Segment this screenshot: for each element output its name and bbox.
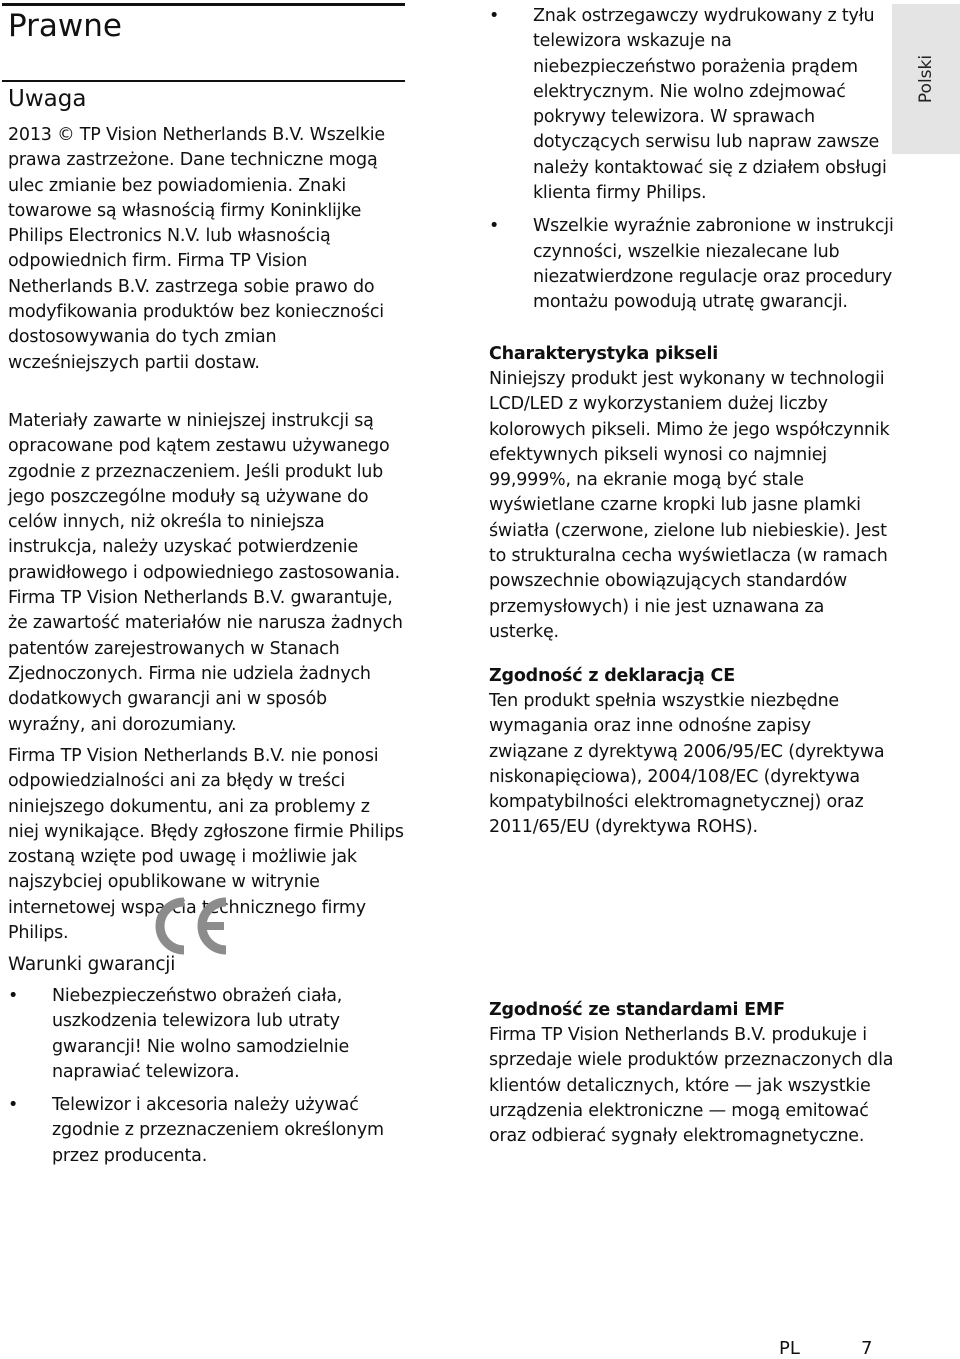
notice-paragraph-1: 2013 © TP Vision Netherlands B.V. Wszelkie prawa zastrzeżone. Dane techniczne mogą ulec zmianie bez powiadomienia. Znaki towarowe są własnością firmy Koninklijke Philips Electronics N.V. lub własnością odpowiednich firm. Firma TP Vision Netherlands B.V. zastrzega sobie prawo do modyfikowania produktów bez konieczności dostosowywania do tych zmian wcześniejszych partii dostaw. [8,125,386,373]
warranty-list-continued [489,4,894,316]
page-title: Prawne [8,8,122,44]
warranty-title: Warunki gwarancji [8,954,176,975]
emf-section [489,998,894,1149]
warranty-item: • Wszelkie wyraźnie zabronione w instrukcji czynności, wszelkie niezalecane lub niezatwierdzone regulacje oraz procedury montażu powodują utratę gwarancji. [489,214,894,315]
notice-title: Uwaga [8,86,87,112]
notice-paragraph-3: Firma TP Vision Netherlands B.V. nie ponosi odpowiedzialności ani za błędy w treści niniejszego dokumentu, ani za problemy z niej wynikające. Błędy zgłoszone firmie Philips zostaną wzięte pod uwagę i możliwie jak najszybciej opublikowane w witrynie internetowej wsparcia technicznego firmy Philips. [8,746,404,944]
ce-mark-icon [150,893,230,959]
ce-body: Ten produkt spełnia wszystkie niezbędne wymagania oraz inne odnośne zapisy związane z dyrektywą 2006/95/EC (dyrektywa niskonapięciowa), 2004/108/EC (dyrektywa kompatybilności elektromagnetycznej) oraz 2011/65/EU (dyrektywa ROHS). [489,691,885,838]
section-rule [2,80,405,82]
warranty-item: • Telewizor i akcesoria należy używać zgodnie z przeznaczeniem określonym przez producenta. [8,1093,404,1169]
footer-language: PL [779,1338,800,1359]
warranty-section [8,952,404,1169]
language-tab [892,4,960,154]
ce-title: Zgodność z deklaracją CE [489,666,735,686]
notice-paragraph-2: Materiały zawarte w niniejszej instrukcji są opracowane pod kątem zestawu używanego zgodnie z przeznaczeniem. Jeśli produkt lub jego poszczególne moduły są używane do celów innych, niż określa to niniejsza instrukcja, należy uzyskać potwierdzenie prawidłowego i odpowiedniego zastosowania. Firma TP Vision Netherlands B.V. gwarantuje, że zawartość materiałów nie narusza żadnych patentów zarejestrowanych w Stanach Zjednoczonych. Firma nie udziela żadnych dodatkowych gwarancji ani w sposób wyraźny, ani dorozumiany. [8,411,403,735]
emf-body: Firma TP Vision Netherlands B.V. produkuje i sprzedaje wiele produktów przeznaczonych dla klientów detalicznych, które — jak wszystkie urządzenia elektroniczne — mogą emitować oraz odbierać sygnały elektromagnetyczne. [489,1025,894,1147]
pixels-body: Niniejszy produkt jest wykonany w technologii LCD/LED z wykorzystaniem dużej liczby kolorowych pikseli. Mimo że jego współczynnik efektywnych pikseli wynosi co najmniej 99,999%, na ekranie mogą być stale wyświetlane czarne kropki lub jasne plamki światła (czerwone, zielone lub niebieskie). Jest to strukturalna cecha wyświetlacza (w ramach powszechnie obowiązujących standardów przemysłowych) i nie jest uznawana za usterkę. [489,369,890,642]
language-tab-label: Polski [915,54,936,104]
warranty-list [8,984,404,1169]
warranty-item: • Niebezpieczeństwo obrażeń ciała, uszkodzenia telewizora lub utraty gwarancji! Nie wolno samodzielnie naprawiać telewizora. [8,984,404,1085]
ce-section [489,664,894,841]
warranty-item: • Znak ostrzegawczy wydrukowany z tyłu telewizora wskazuje na niebezpieczeństwo porażenia prądem elektrycznym. Nie wolno zdejmować pokrywy telewizora. W sprawach dotyczących serwisu lub napraw zawsze należy kontaktować się z działem obsługi klienta firmy Philips. [489,4,894,206]
emf-title: Zgodność ze standardami EMF [489,1000,785,1020]
pixels-section [489,342,894,645]
page-number: 7 [861,1338,873,1359]
pixels-title: Charakterystyka pikseli [489,344,719,364]
